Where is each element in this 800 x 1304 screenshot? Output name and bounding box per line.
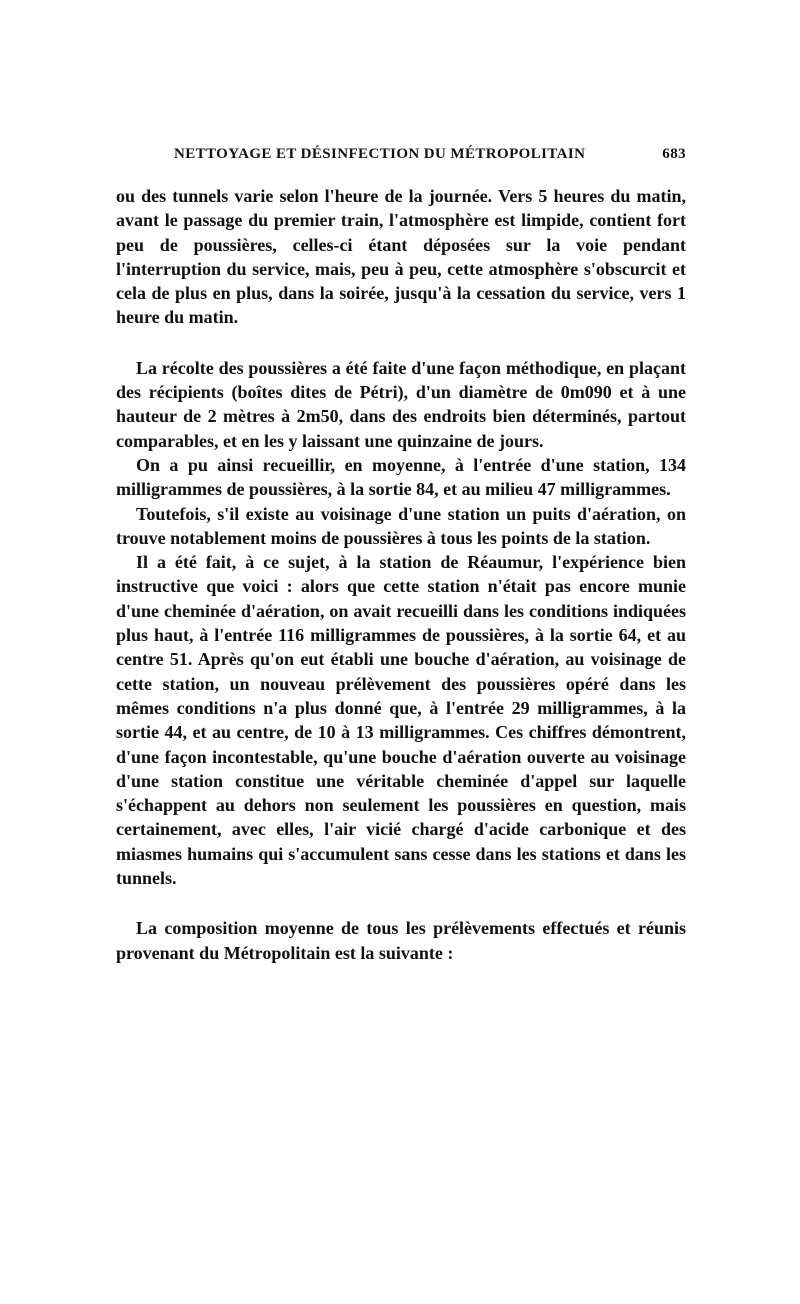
paragraph-continuation: ou des tunnels varie selon l'heure de la journée. Vers 5 heures du matin, avant le passage du premier train, l'atmosphère est limpide, contient fort peu de poussières, celles-ci étant déposées sur la voie pendant l'interruption du service, mais, peu à peu, cette atmosphère s'obscurcit et cela de plus en plus, dans la soirée, jusqu'à la cessation du service, vers 1 heure du matin.	[116, 186, 686, 328]
paragraph-composition-intro: La composition moyenne de tous les prélèvements effectués et réunis provenant du Métropolitain est la suivante :	[116, 918, 686, 963]
running-header	[116, 146, 686, 168]
body-text	[116, 184, 686, 965]
paragraph-reaumur-experiment: Il a été fait, à ce sujet, à la station de Réaumur, l'expérience bien instructive que voici : alors que cette station n'était pas encore munie d'une cheminée d'aération, on avait recueilli dans les conditions indiquées plus haut, à l'entrée 116 milligrammes de poussières, à la sortie 64, et au centre 51. Après qu'on eut établi une bouche d'aération, au voisinage de cette station, un nouveau prélèvement des poussières opéré dans les mêmes conditions n'a plus donné que, à l'entrée 29 milligrammes, à la sortie 44, et au centre, de 10 à 13 milligrammes. Ces chiffres démontrent, d'une façon incontestable, qu'une bouche d'aération ouverte au voisinage d'une station constitue une véritable cheminée d'appel sur laquelle s'échappent au dehors non seulement les poussières en question, mais certainement, avec elles, l'air vicié chargé d'acide carbonique et des miasmes humains qui s'accumulent sans cesse dans les stations et dans les tunnels.	[116, 552, 686, 889]
running-title: NETTOYAGE ET DÉSINFECTION DU MÉTROPOLITAIN	[174, 146, 586, 162]
paragraph-station-averages: On a pu ainsi recueillir, en moyenne, à l'entrée d'une station, 134 milligrammes de poussières, à la sortie 84, et au milieu 47 milligrammes.	[116, 454, 686, 500]
page-number: 683	[662, 146, 686, 162]
paragraph-dust-collection: La récolte des poussières a été faite d'une façon méthodique, en plaçant des récipients (boîtes dites de Pétri), d'un diamètre de 0m090 et à une hauteur de 2 mètres à 2m50, dans des endroits bien déterminés, partout comparables, et en les y laissant une quinzaine de jours.	[116, 357, 686, 451]
paragraph-ventilation-shaft: Toutefois, s'il existe au voisinage d'une station un puits d'aération, on trouve notablement moins de poussières à tous les points de la station.	[116, 503, 686, 548]
